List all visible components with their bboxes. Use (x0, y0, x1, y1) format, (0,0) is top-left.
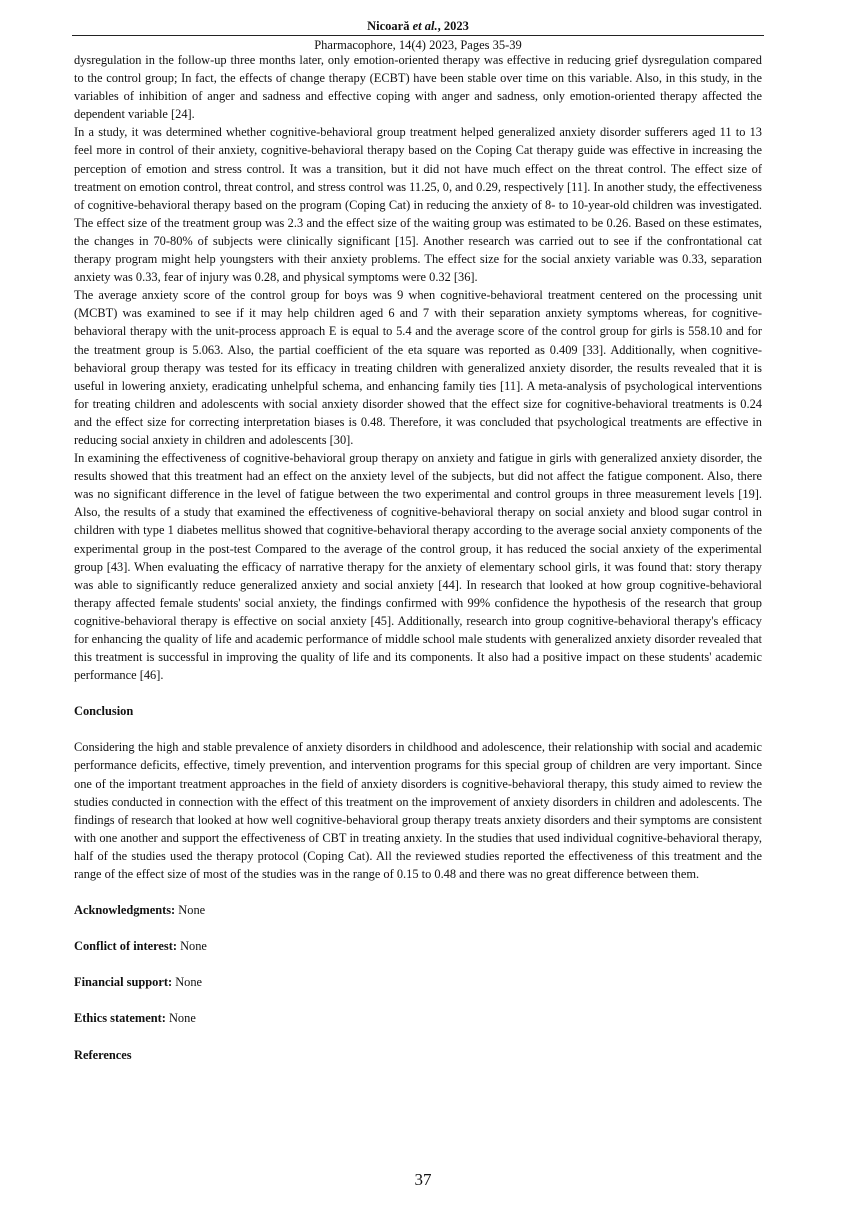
conclusion-heading: Conclusion (74, 704, 134, 719)
acknowledgments-label: Acknowledgments: (74, 903, 176, 918)
financial-support-label: Financial support: (74, 975, 173, 990)
ethics-statement-label: Ethics statement: (74, 1011, 166, 1026)
financial-support-value: None (172, 975, 203, 990)
ethics-statement (74, 1009, 762, 1027)
header-etal: et al. (412, 19, 438, 33)
running-header (72, 18, 764, 53)
acknowledgments-value: None (175, 903, 206, 918)
header-year: , 2023 (437, 19, 469, 33)
ethics-statement-value: None (165, 1011, 196, 1026)
body-paragraph: In a study, it was determined whether cognitive-behavioral group treatment helped generalized anxiety disorder sufferers aged 11 to 13 feel more in control of their anxiety, cognitive-behavioral therapy based on the Coping Cat therapy guide was effective in increasing the perception of emotion and stress control. It was a transition, but it did not have much effect on the threat control. The effect size of treatment on emotion control, threat control, and stress control was 11.25, 0, and 0.29, respectively [11]. In another study, the effectiveness of cognitive-behavioral therapy based on the program (Coping Cat) in reducing the anxiety of 8- to 10-year-old children was investigated. The effect size of the treatment group was 2.3 and the effect size of the waiting group was estimated to be 0.26. Based on these estimates, the changes in 70-80% of subjects were clinically significant [15]. Another research was carried out to see if the confrontational cat therapy program might help youngsters with their anxiety problems. The effect size for the social anxiety variable was 0.33, separation anxiety was 0.33, fear of injury was 0.28, and physical symptoms were 0.32 [36]. (74, 125, 762, 285)
article-body (74, 51, 762, 1064)
header-journal: Pharmacophore, 14(4) 2023, Pages 35-39 (314, 38, 522, 52)
body-paragraph: In examining the effectiveness of cognitive-behavioral group therapy on anxiety and fatigue in girls with generalized anxiety disorder, the results showed that this treatment had an effect on the anxiety level of the subjects, but did not affect the fatigue component. Also, there was no significant difference in the level of fatigue between the two experimental and control groups in three measurement levels [19]. Also, the results of a study that examined the effectiveness of cognitive-behavioral therapy on social anxiety and blood sugar control in children with type 1 diabetes mellitus showed that cognitive-behavioral therapy according to the average social anxiety components of the experimental group in the post-test Compared to the average of the control group, it has reduced the social anxiety of the experimental group [43]. When evaluating the efficacy of narrative therapy for the anxiety of elementary school girls, it was found that: story therapy was able to significantly reduce generalized anxiety and social anxiety [44]. In research that looked at how group cognitive-behavioral therapy affected female students' social anxiety, the findings confirmed with 99% confidence the hypothesis of the research that group cognitive-behavioral therapy is effective on social anxiety [45]. Additionally, research into group cognitive-behavioral therapy's efficacy for enhancing the quality of life and academic performance of middle school male students with generalized anxiety disorder revealed that this treatment is successful in improving the quality of life and its components. It also had a positive impact on these students' academic performance [46]. (74, 451, 762, 683)
conflict-of-interest-statement (74, 937, 762, 955)
body-paragraph: The average anxiety score of the control group for boys was 9 when cognitive-behavioral treatment centered on the processing unit (MCBT) was examined to see if it may help children aged 6 and 7 with their separation anxiety symptoms whereas, for cognitive-behavioral therapy with the unit-process approach E is equal to 5.4 and the average score of the control group for girls is 558.10 and for the treatment group is 5.063. Also, the partial coefficient of the eta square was reported as 0.409 [33]. Additionally, when cognitive-behavioral group therapy was tested for its efficacy in treating children with generalized anxiety disorder, the results revealed that it is useful in lowering anxiety, eradicating unhelpful schema, and enhancing family ties [11]. A meta-analysis of psychological interventions for treating children and adolescents with social anxiety disorder showed that the effect size for cognitive-behavioral treatments is 0.24 and the effect size for correcting interpretation biases is 0.48. Therefore, it was concluded that psychological treatments are effective in reducing social anxiety in children and adolescents [30]. (74, 288, 762, 447)
conflict-of-interest-label: Conflict of interest: (74, 939, 177, 954)
header-authors (72, 18, 764, 34)
conflict-of-interest-value: None (177, 939, 207, 954)
header-rule (72, 35, 764, 36)
financial-support-statement (74, 973, 762, 991)
acknowledgments-statement (74, 901, 762, 919)
references-heading: References (74, 1047, 132, 1062)
conclusion-paragraph: Considering the high and stable prevalence of anxiety disorders in childhood and adolescence, their relationship with social and academic performance deficits, effective, timely prevention, and intervention programs for this special group of children are very important. Since one of the important treatment approaches in the field of anxiety disorders is cognitive-behavioral therapy, this study aimed to review the studies conducted in connection with the effect of this treatment on the improvement of anxiety disorders in children and adolescents. The findings of research that looked at how well cognitive-behavioral group therapy treats anxiety disorders and their symptoms are consistent with one another and support the effectiveness of CBT in treating anxiety. In the studies that used individual cognitive-behavioral therapy, half of the studies used the therapy protocol (Coping Cat). All the reviewed studies reported the effectiveness of this treatment and the range of the effect size of most of the studies was in the range of 0.15 to 0.48 and there was no great difference between them. (74, 740, 762, 882)
header-author-name: Nicoară (367, 19, 410, 33)
page-number: 37 (414, 1170, 432, 1189)
body-paragraph: dysregulation in the follow-up three months later, only emotion-oriented therapy was effective in reducing grief dysregulation compared to the control group; In fact, the effects of change therapy (ECBT) have been stable over time on this variable. Also, in this study, in the variables of inhibition of anger and sadness and effective coping with anger and sadness, only emotion-oriented therapy affected the dependent variable [24]. (74, 53, 762, 122)
